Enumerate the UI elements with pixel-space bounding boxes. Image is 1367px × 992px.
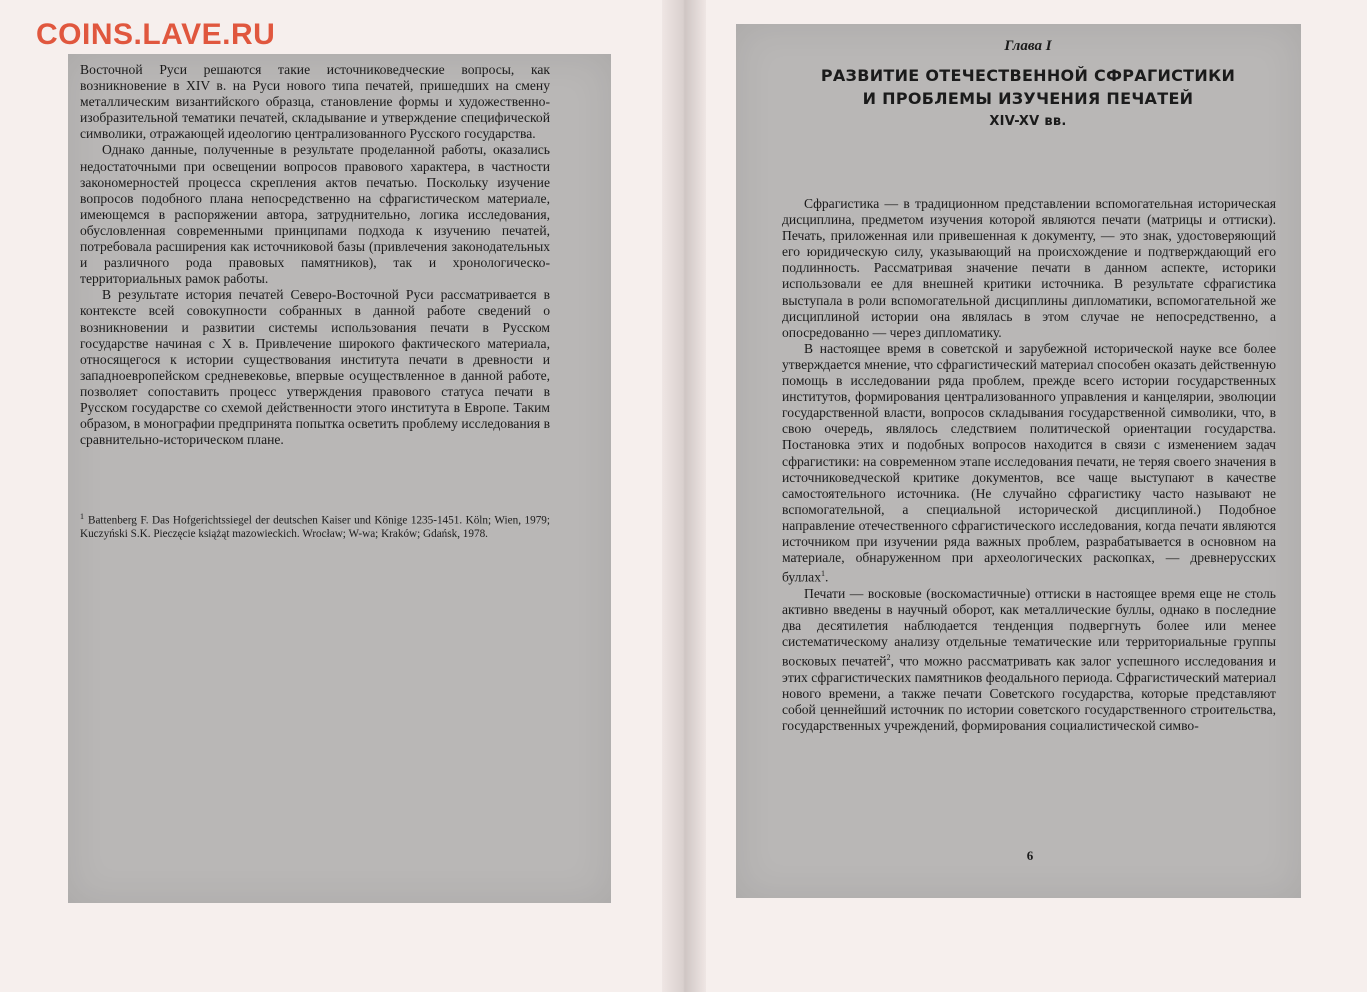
right-paragraph-3-text-b: , что можно рассматривать как залог успешного исследования и этих сфрагистических памятников феодального периода. Сфрагистический материал нового времени, а также печати Советского государства, которые представляют собой ценнейший источник по истории советского государственного строительства, государственных учреждений, формирования социалистической симво- <box>782 653 1276 734</box>
footnote-ref-2: 2 <box>886 653 891 663</box>
right-paragraph-2 <box>782 341 1276 586</box>
right-paragraph-1: Сфрагистика — в традиционном представлении вспомогательная историческая дисциплина, предметом изучения которой являются печати (матрицы и оттиски). Печать, приложенная или привешенная к документу, — это знак, удостоверяющий его юридическую силу, указывающий на происхождение и подтверждающий его подлинность. Рассматривая значение печати в данном аспекте, историки использовали ее для внешней критики источника. В результате сфрагистика выступала в роли вспомогательной дисциплины дипломатики, вспомогательной же дисциплиной истории она являлась в этом случае не непосредственно, а опосредованно — через дипломатику. <box>782 196 1276 340</box>
right-paragraph-3 <box>782 586 1276 734</box>
left-page-body <box>80 62 550 448</box>
chapter-title-line-2: И ПРОБЛЕМЫ ИЗУЧЕНИЯ ПЕЧАТЕЙ <box>862 89 1194 108</box>
left-paragraph-2: Однако данные, полученные в результате проделанной работы, оказались недостаточными при освещении вопросов правового характера, в частности закономерностей процесса скрепления актов печатью. Поскольку изучение вопросов подобного плана непосредственно на сфрагистическом материале, имеющемся в распоряжении автора, затруднительно, логика исследования, обусловленная современными принципами подхода к изучению печатей, потребовала расширения как источниковой базы (привлечения законодательных и различного рода правовых памятников), так и хронологическо-территориальных рамок работы. <box>80 142 550 287</box>
footnote <box>80 510 550 542</box>
chapter-label: Глава I <box>1004 38 1052 54</box>
chapter-title-line-1: РАЗВИТИЕ ОТЕЧЕСТВЕННОЙ СФРАГИСТИКИ <box>820 66 1236 85</box>
footnote-mark: 1 <box>80 512 84 521</box>
chapter-title <box>738 64 1318 133</box>
right-page-body <box>782 196 1276 734</box>
chapter-title-line-3: XIV-XV вв. <box>989 114 1067 129</box>
watermark: COINS.LAVE.RU <box>36 18 276 51</box>
left-paragraph-1: Восточной Руси решаются такие источниковедческие вопросы, как возникновение в XIV в. на Руси нового типа печатей, пришедших на смену металлическим византийского образца, становление формы и художественно-изобразительной тематики печатей, складывание и утверждение специфической символики, отражающей идеологию централизованного Русского государства. <box>80 62 550 142</box>
left-paragraph-3: В результате история печатей Северо-Восточной Руси рассматривается в контексте всей совокупности собранных в данной работе сведений о возникновении и развитии системы использования печати в Русском государстве начиная с X в. Привлечение широкого фактического материала, относящегося к истории существования института печати в древности и западноевропейском средневековье, впервые осуществленное в данной работе, позволяет сопоставить процесс утверждения правового статуса печати в Русском государстве со схемой действенности этого института в Европе. Таким образом, в монографии предпринята попытка осветить проблему исследования в сравнительно-историческом плане. <box>80 287 550 448</box>
right-paragraph-3-text-a: Печати — восковые (воскомастичные) оттиски в настоящее время еще не столь активно введены в научный оборот, как металлические буллы, однако в последние два десятилетия наблюдается тенденция подвергнуть более или менее систематическому анализу отдельные тематические или территориальные группы восковых печатей <box>782 585 1276 669</box>
book-gutter <box>662 0 706 992</box>
right-paragraph-2-text: В настоящее время в советской и зарубежной исторической науке все более утверждается мнение, что сфрагистический материал способен оказать действенную помощь в исследовании ряда проблем, прежде всего истории государственных институтов, формирования централизованного управления и канцелярии, эволюции государственной власти, вопросов складывания государственной символики, что, в свою очередь, являлось следствием политической ориентации государства. Постановка этих и подобных вопросов находится в связи с изменением задач сфрагистики: на современном этапе исследования печати, не теряя своего значения в источниковедческой критике документов, все чаще выступают в качестве самостоятельного источника. (Не случайно сфрагистику часто называют не вспомогательной, а специальной исторической дисциплиной.) Подобное направление отечественного сфрагистического исследования, когда печати являются источником при изучении ряда важных проблем, разрабатывается в основном на материале, обнаруженном при археологических раскопках, — древнерусских буллах <box>782 340 1276 585</box>
footnote-text: Battenberg F. Das Hofgerichtssiegel der deutschen Kaiser und Könige 1235-1451. Köln; Wien, 1979; Kuczyński S.K. Pieczęcie książąt mazowieckich. Wrocław; W-wa; Kraków; Gdańsk, 1978. <box>80 514 550 541</box>
footnote-ref-1: 1 <box>821 569 825 579</box>
page-number: 6 <box>1026 848 1034 863</box>
right-paragraph-2-end: . <box>825 569 829 585</box>
